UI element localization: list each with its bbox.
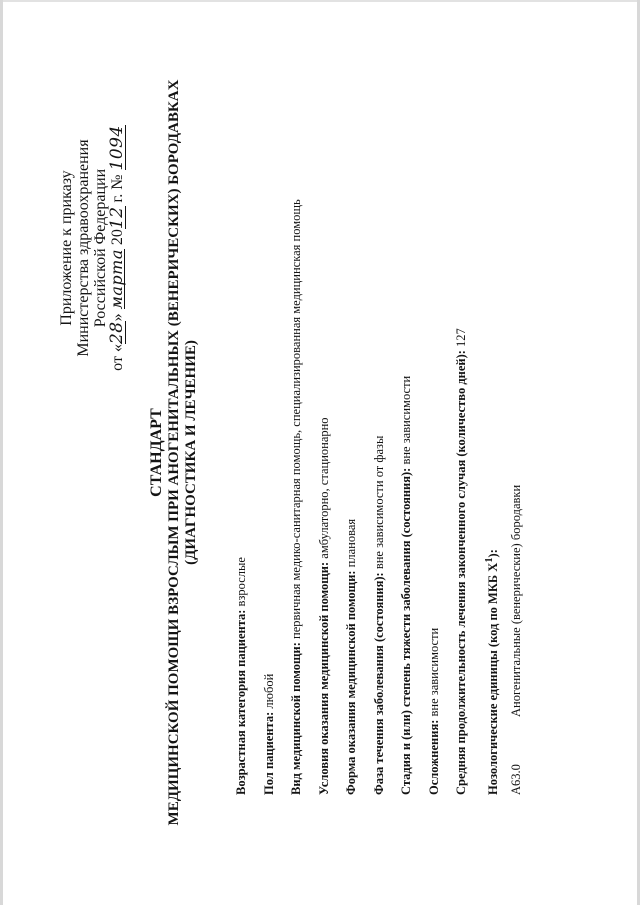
field-value: 127: [454, 328, 468, 351]
field-label: Возрастная категория пациента:: [234, 609, 248, 795]
field-label: Осложнения:: [426, 719, 441, 795]
annex-line-1: Приложение к приказу: [58, 170, 75, 326]
nosology-row: [503, 35, 531, 795]
field-value: взрослые: [234, 557, 248, 610]
field-value: первичная медико-санитарная помощь, специализированная медицинская помощь: [289, 199, 303, 643]
icd-name: Аногенитальные (венерические) бородавки: [509, 484, 523, 717]
nosology-label: [483, 549, 500, 795]
icd-code: A63.0: [509, 764, 523, 795]
nosology-label-end: ):: [485, 549, 500, 558]
document-title-block: [148, 0, 200, 905]
number-prefix: г. №: [109, 174, 126, 207]
field-value: амбулаторно, стационарно: [316, 417, 331, 562]
field-value: вне зависимости от фазы: [371, 435, 386, 573]
field-label: Средняя продолжительность лечения законченного случая (количество дней):: [454, 350, 468, 795]
year-prefix: 20: [109, 229, 126, 250]
field-disease-stage: [393, 35, 421, 795]
standard-fields: [228, 35, 531, 795]
field-label: Условия оказания медицинской помощи:: [316, 561, 331, 795]
handwritten-year: 12: [107, 206, 127, 230]
handwritten-order-number: 1094: [107, 125, 127, 171]
annex-line-2: Министерства здравоохранения: [75, 139, 92, 357]
field-care-form: [338, 35, 366, 795]
field-care-type: [283, 35, 311, 795]
date-mid: »: [109, 313, 126, 322]
field-label: Фаза течения заболевания (состояния):: [371, 572, 386, 795]
field-label: Форма оказания медицинской помощи:: [344, 570, 358, 795]
standard-title-line-1: МЕДИЦИНСКОЙ ПОМОЩИ ВЗРОСЛЫМ ПРИ АНОГЕНИТАЛЬНЫХ (ВЕНЕРИЧЕСКИХ) БОРОДАВКАХ: [166, 79, 182, 826]
field-sex: [256, 35, 284, 795]
nosology-label-text: Нозологические единицы (код по МКБ X: [485, 562, 500, 795]
field-care-conditions: [311, 35, 339, 795]
field-age-category: [228, 35, 256, 795]
field-label: Вид медицинской помощи:: [289, 642, 303, 795]
field-label: Пол пациента:: [261, 711, 276, 795]
field-value: вне зависимости: [426, 627, 441, 720]
handwritten-day: 28: [107, 321, 127, 345]
field-value: любой: [261, 673, 276, 712]
nosology-heading: [476, 35, 504, 795]
field-complications: [421, 35, 449, 795]
date-prefix: от «: [109, 344, 126, 371]
field-value: плановая: [344, 518, 358, 571]
annex-line-3: Российской Федерации: [92, 168, 109, 328]
field-treatment-duration: [448, 35, 476, 795]
standard-title-line-2: (ДИАГНОСТИКА И ЛЕЧЕНИЕ): [183, 340, 199, 565]
document-type: СТАНДАРТ: [148, 408, 165, 497]
field-value: вне зависимости: [399, 375, 413, 468]
order-date-number: [109, 68, 126, 428]
field-label: Стадия и (или) степень тяжести заболевания (состояния):: [399, 467, 413, 795]
field-disease-phase: [366, 35, 394, 795]
footnote-marker: 1: [483, 557, 495, 563]
order-annex-header: [58, 68, 126, 428]
handwritten-month: марта: [107, 249, 126, 310]
